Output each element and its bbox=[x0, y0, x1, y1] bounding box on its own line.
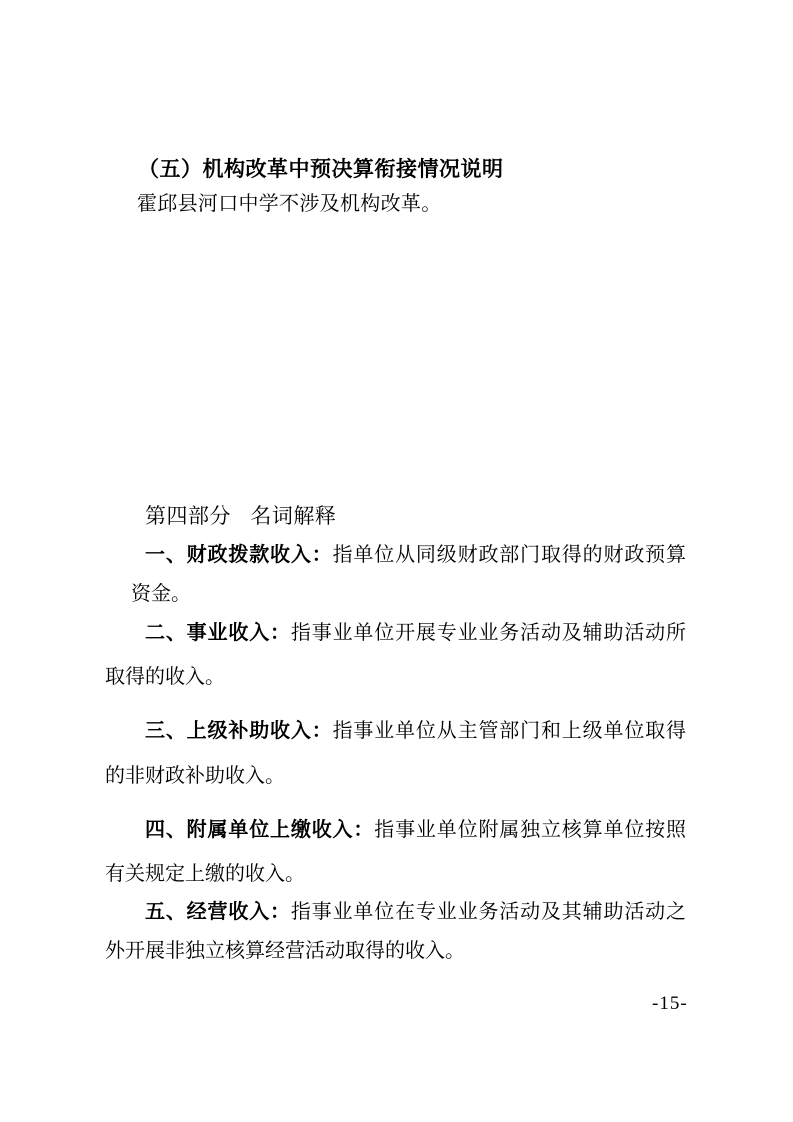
definition-2-line-2: 取得的收入。 bbox=[105, 666, 225, 688]
definition-3-term: 三、上级补助收入： bbox=[145, 720, 333, 742]
definition-5-line-2: 外开展非独立核算经营活动取得的收入。 bbox=[105, 940, 465, 962]
definition-4-term: 四、附属单位上缴收入： bbox=[145, 819, 375, 841]
definition-2-term: 二、事业收入： bbox=[145, 622, 291, 644]
definition-2-text: 指事业单位开展专业业务活动及辅助活动所 bbox=[290, 622, 687, 644]
definition-5-text: 指事业单位在专业业务活动及其辅助活动之 bbox=[290, 901, 687, 923]
definition-5-line-1 bbox=[145, 902, 686, 922]
part4-title: 第四部分 名词解释 bbox=[145, 505, 337, 528]
definition-1-text: 指单位从同级财政部门取得的财政预算 bbox=[332, 544, 687, 566]
definition-1-term: 一、财政拨款收入： bbox=[145, 544, 333, 566]
definition-1-line-1 bbox=[145, 545, 686, 565]
definition-5-term: 五、经营收入： bbox=[145, 901, 291, 923]
definition-4-line-1 bbox=[145, 820, 686, 840]
section-5-body-text: 霍邱县河口中学不涉及机构改革。 bbox=[137, 193, 442, 215]
definition-3-line-2: 的非财政补助收入。 bbox=[105, 765, 285, 787]
definition-4-line-2: 有关规定上缴的收入。 bbox=[105, 863, 305, 885]
definition-2-line-1 bbox=[145, 623, 686, 643]
definition-3-line-1 bbox=[145, 721, 686, 741]
definition-1-line-2: 资金。 bbox=[131, 583, 191, 605]
definition-4-text: 指事业单位附属独立核算单位按照 bbox=[374, 819, 687, 841]
definition-3-text: 指事业单位从主管部门和上级单位取得 bbox=[332, 720, 687, 742]
page-number: -15- bbox=[652, 993, 688, 1014]
section-heading-5: （五）机构改革中预决算衔接情况说明 bbox=[138, 157, 504, 181]
